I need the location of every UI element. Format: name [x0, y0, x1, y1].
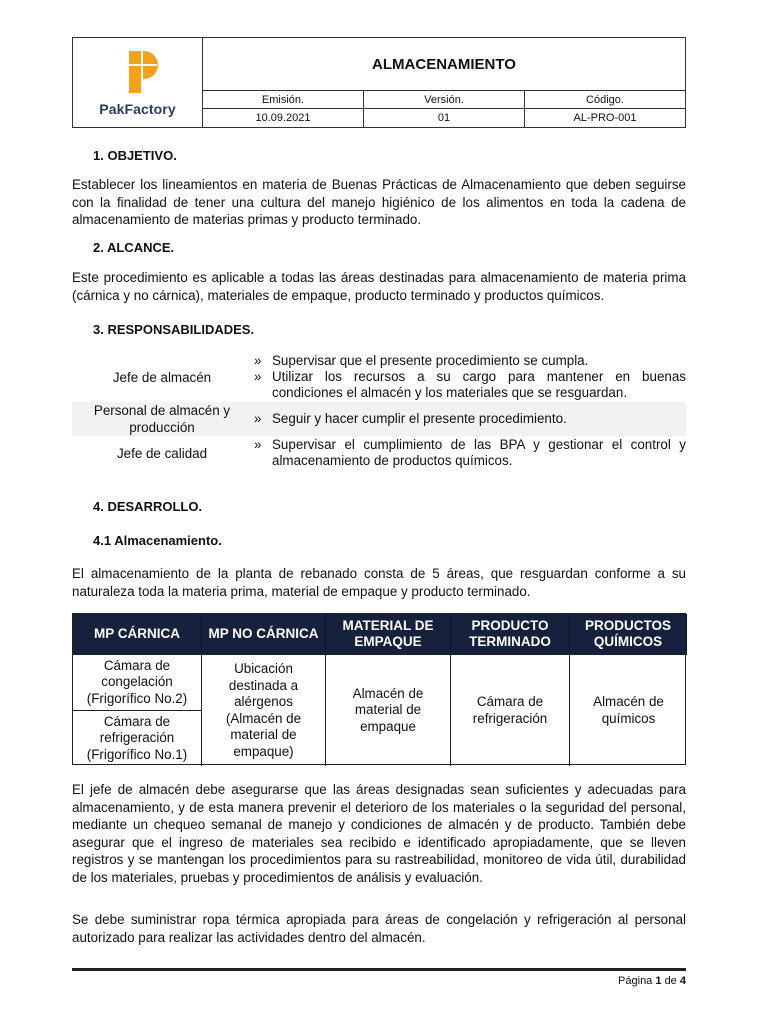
page-number: 1: [655, 975, 662, 987]
responsibility-role: Personal de almacén y producción: [93, 403, 231, 435]
paragraph-jefe-almacen: El jefe de almacén debe asegurarse que las áreas designadas sean suficientes y adecuadas para almacenamiento, y de esta manera prevenir el deterioro de los materiales o la seguridad del personal, mediante un chequeo semanal de manejo y condiciones de almacén y de producto. También debe asegurar que el ingreso de materiales sea recibido e identificado apropiadamente, que se lleven registros y se mantengan los procedimientos para su rastreabilidad, monitoreo de vida útil, durabilidad de los materiales, pruebas y procedimientos de análisis y evaluación.: [72, 782, 686, 885]
responsibility-item: [252, 411, 686, 427]
footer-divider: [72, 968, 686, 971]
subsection-almacenamiento-heading: 4.1 Almacenamiento.: [93, 533, 222, 548]
table-cell: Almacén de químicos: [570, 654, 687, 766]
responsibility-item-text: Utilizar los recursos a su cargo para mantener en buenas condiciones el almacén y los materiales que se resguardan.: [272, 369, 686, 400]
document-title: ALMACENAMIENTO: [203, 38, 685, 91]
responsibility-items: [252, 411, 686, 427]
table-cell: Cámara de refrigeración: [451, 654, 570, 766]
section-responsabilidades-heading: 3. RESPONSABILIDADES.: [93, 322, 255, 337]
responsibility-items: [252, 437, 686, 469]
responsibility-item-text: Supervisar que el presente procedimiento se cumpla.: [272, 353, 589, 368]
responsibility-row: [72, 402, 686, 436]
page-of-label: de: [664, 975, 677, 987]
table-cell: Almacén de material de empaque: [326, 654, 451, 766]
section-objetivo-heading: 1. OBJETIVO.: [93, 148, 177, 163]
section-alcance-heading: 2. ALCANCE.: [93, 240, 175, 255]
emision-label: Emisión.: [203, 91, 364, 108]
header-labels-row: [203, 91, 685, 109]
storage-areas-table: [72, 613, 686, 765]
responsibility-row: [72, 352, 686, 402]
section-desarrollo-heading: 4. DESARROLLO.: [93, 499, 203, 514]
table-header-cell: MATERIAL DE EMPAQUE: [326, 614, 451, 654]
emision-value: 10.09.2021: [203, 109, 364, 127]
responsibility-role: Jefe de almacén: [112, 369, 212, 385]
page-footer: [618, 975, 686, 987]
subsection-almacenamiento-text: El almacenamiento de la planta de rebanado consta de 5 áreas, que resguardan conforme a su naturaleza toda la materia prima, material de empaque y producto terminado.: [72, 566, 686, 599]
pakfactory-logo-icon: [127, 49, 159, 95]
table-cell: Cámara de refrigeración (Frigorífico No.1): [73, 710, 202, 766]
responsibility-item: [252, 437, 686, 469]
responsibility-role: Jefe de calidad: [116, 445, 208, 461]
document-header: [72, 37, 686, 128]
table-cell: Ubicación destinada a alérgenos (Almacén de material de empaque): [202, 654, 326, 766]
header-info: [203, 38, 685, 127]
page-label: Página: [618, 975, 653, 987]
logo-cell: [73, 38, 203, 127]
codigo-value: AL-PRO-001: [573, 112, 637, 124]
responsibility-item: [252, 353, 686, 369]
version-label: Versión.: [364, 91, 525, 108]
paragraph-ropa-termica: Se debe suministrar ropa térmica apropiada para áreas de congelación y refrigeración al personal autorizado para realizar las actividades dentro del almacén.: [72, 912, 686, 945]
page-total: 4: [679, 975, 686, 987]
codigo-label: Código.: [586, 93, 624, 106]
table-header-cell: PRODUCTO TERMINADO: [451, 614, 570, 654]
section-alcance-text: Este procedimiento es aplicable a todas las áreas destinadas para almacenamiento de materia prima (cárnica y no cárnica), materiales de empaque, producto terminado y productos químicos.: [72, 270, 686, 303]
header-values-row: [203, 109, 685, 127]
bullet: »: [254, 369, 262, 384]
table-header-cell: PRODUCTOS QUÍMICOS: [570, 614, 687, 654]
responsibility-row: [72, 436, 686, 470]
bullet: »: [254, 411, 262, 426]
bullet: »: [254, 353, 262, 368]
table-header-cell: MP NO CÁRNICA: [202, 614, 326, 654]
responsibility-items: [252, 353, 686, 401]
bullet: »: [254, 437, 262, 452]
table-header-cell: MP CÁRNICA: [73, 614, 202, 654]
responsibility-item-text: Supervisar el cumplimiento de las BPA y gestionar el control y almacenamiento de productos químicos.: [272, 437, 686, 468]
company-name: PakFactory: [99, 101, 176, 117]
responsibility-item-text: Seguir y hacer cumplir el presente procedimiento.: [272, 411, 567, 426]
responsibility-item: [252, 369, 686, 401]
section-objetivo-text: Establecer los lineamientos en materia de Buenas Prácticas de Almacenamiento que deben seguirse con la finalidad de tener una cultura del manejo higiénico de los alimentos en toda la cadena de almacenamiento de materias primas y producto terminado.: [72, 177, 686, 227]
table-cell: Cámara de congelación (Frigorífico No.2): [73, 654, 202, 710]
version-value: 01: [364, 109, 525, 127]
